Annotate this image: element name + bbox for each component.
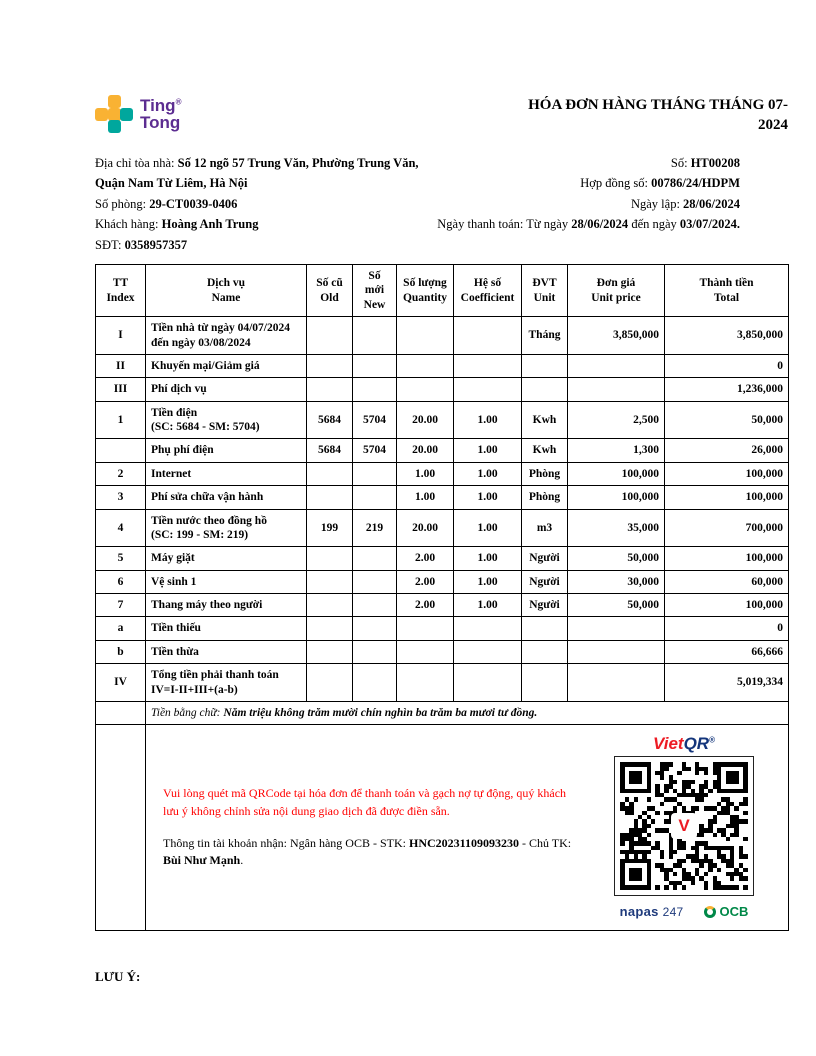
cell-unit: [522, 664, 568, 702]
table-row: [96, 486, 789, 509]
cell-total: 5,019,334: [665, 664, 789, 702]
note-label: LƯU Ý:: [95, 968, 141, 984]
cell-coef: [454, 640, 522, 663]
cell-total: 3,850,000: [665, 317, 789, 355]
cell-new: [353, 617, 397, 640]
cell-total: 100,000: [665, 594, 789, 617]
cell-unit: [522, 617, 568, 640]
cell-price: 2,500: [568, 401, 665, 439]
cell-tt: 2: [96, 462, 146, 485]
building-address-line1: Địa chỉ tòa nhà: Số 12 ngõ 57 Trung Văn, Phường Trung Văn,: [95, 155, 419, 170]
cell-unit: Kwh: [522, 439, 568, 462]
cell-total: 60,000: [665, 570, 789, 593]
cell-old: 5684: [307, 439, 353, 462]
cell-qty: [397, 617, 454, 640]
cell-tt: a: [96, 617, 146, 640]
cell-old: 5684: [307, 401, 353, 439]
invoice-table: [95, 264, 789, 931]
cell-old: [307, 664, 353, 702]
page-header: [95, 95, 788, 136]
cell-coef: 1.00: [454, 486, 522, 509]
cell-new: [353, 378, 397, 401]
table-row: [96, 439, 789, 462]
cell-old: [307, 547, 353, 570]
cell-total: 0: [665, 354, 789, 377]
cell-name: Tiền nước theo đồng hồ (SC: 199 - SM: 219): [146, 509, 307, 547]
cell-total: 1,236,000: [665, 378, 789, 401]
cell-qty: 2.00: [397, 570, 454, 593]
table-row: [96, 617, 789, 640]
cell-coef: 1.00: [454, 509, 522, 547]
cell-coef: 1.00: [454, 547, 522, 570]
cell-tt: III: [96, 378, 146, 401]
cell-qty: 20.00: [397, 509, 454, 547]
cell-new: [353, 486, 397, 509]
cell-total: 700,000: [665, 509, 789, 547]
cell-name: Khuyến mại/Giảm giá: [146, 354, 307, 377]
cell-old: [307, 378, 353, 401]
cell-name: Tiền điện (SC: 5684 - SM: 5704): [146, 401, 307, 439]
cell-tt: I: [96, 317, 146, 355]
cell-name: Phụ phí điện: [146, 439, 307, 462]
cell-total: 0: [665, 617, 789, 640]
cell-new: 5704: [353, 401, 397, 439]
col-header-unit-price: Đơn giá Unit price: [568, 265, 665, 317]
invoice-table-body: [96, 317, 789, 702]
cell-tt: IV: [96, 664, 146, 702]
cell-total: 26,000: [665, 439, 789, 462]
cell-tt: 5: [96, 547, 146, 570]
amount-in-words: Tiền bằng chữ: Năm triệu không trăm mười chín nghìn ba trăm ba mươi tư đồng.: [146, 701, 789, 724]
cell-coef: 1.00: [454, 439, 522, 462]
table-row: [96, 664, 789, 702]
table-row: [96, 354, 789, 377]
cell-qty: 20.00: [397, 401, 454, 439]
table-row: [96, 401, 789, 439]
cell-price: 50,000: [568, 547, 665, 570]
col-header-quantity: Số lượng Quantity: [397, 265, 454, 317]
cell-price: [568, 617, 665, 640]
cell-old: [307, 617, 353, 640]
cell-name: Tiền thiếu: [146, 617, 307, 640]
cell-tt: [96, 439, 146, 462]
col-header-new: Số mới New: [353, 265, 397, 317]
cell-tt: 7: [96, 594, 146, 617]
cell-tt: 6: [96, 570, 146, 593]
cell-name: Vệ sinh 1: [146, 570, 307, 593]
cell-coef: 1.00: [454, 401, 522, 439]
cell-tt: 4: [96, 509, 146, 547]
cell-qty: 1.00: [397, 486, 454, 509]
cell-unit: Người: [522, 570, 568, 593]
cell-coef: [454, 617, 522, 640]
cell-coef: 1.00: [454, 594, 522, 617]
cell-name: Phí sửa chữa vận hành: [146, 486, 307, 509]
table-row: [96, 640, 789, 663]
col-header-tt: TT Index: [96, 265, 146, 317]
cell-unit: [522, 640, 568, 663]
col-header-coefficient: Hệ số Coefficient: [454, 265, 522, 317]
cell-unit: [522, 378, 568, 401]
cell-price: 35,000: [568, 509, 665, 547]
cell-name: Thang máy theo người: [146, 594, 307, 617]
ocb-mark-icon: [704, 906, 716, 918]
invoice-info: [95, 156, 788, 259]
cell-qty: [397, 378, 454, 401]
table-row: [96, 378, 789, 401]
qr-panel: [585, 729, 783, 926]
cell-new: [353, 354, 397, 377]
tingtong-plus-icon: [95, 95, 133, 133]
cell-total: 100,000: [665, 486, 789, 509]
room-number: Số phòng: 29-CT0039-0406: [95, 196, 238, 211]
cell-tt: 3: [96, 486, 146, 509]
cell-coef: [454, 354, 522, 377]
invoice-title: HÓA ĐƠN HÀNG THÁNG THÁNG 07- 2024: [528, 97, 788, 134]
payment-notice: Vui lòng quét mã QRCode tại hóa đơn để thanh toán và gạch nợ tự động, quý khách lưu ý không chỉnh sửa nội dung giao dịch đã được điền sẵn.: [163, 786, 567, 818]
cell-unit: m3: [522, 509, 568, 547]
cell-coef: [454, 317, 522, 355]
cell-coef: [454, 664, 522, 702]
cell-old: 199: [307, 509, 353, 547]
cell-old: [307, 594, 353, 617]
cell-old: [307, 486, 353, 509]
cell-old: [307, 317, 353, 355]
table-row: [96, 462, 789, 485]
payment-period: Ngày thanh toán: Từ ngày 28/06/2024 đến ngày 03/07/2024.: [437, 217, 740, 231]
cell-qty: 2.00: [397, 594, 454, 617]
cell-price: [568, 354, 665, 377]
table-header-row: [96, 265, 789, 317]
cell-qty: [397, 354, 454, 377]
cell-old: [307, 462, 353, 485]
cell-new: [353, 570, 397, 593]
cell-price: [568, 640, 665, 663]
cell-unit: Phòng: [522, 462, 568, 485]
cell-name: Tiền thừa: [146, 640, 307, 663]
cell-name: Phí dịch vụ: [146, 378, 307, 401]
cell-price: [568, 664, 665, 702]
invoice-number: Số: HT00208: [670, 155, 740, 170]
cell-old: [307, 354, 353, 377]
cell-new: [353, 640, 397, 663]
cell-new: [353, 462, 397, 485]
table-row: [96, 509, 789, 547]
payment-account-info: Thông tin tài khoản nhận: Ngân hàng OCB - STK: HNC20231109093230 - Chủ TK: Bùi Như Mạnh.: [163, 836, 572, 868]
cell-unit: Người: [522, 547, 568, 570]
table-row: [96, 570, 789, 593]
cell-unit: Kwh: [522, 401, 568, 439]
payment-row: [96, 725, 789, 931]
col-header-service: Dịch vụ Name: [146, 265, 307, 317]
cell-price: 50,000: [568, 594, 665, 617]
cell-old: [307, 640, 353, 663]
tingtong-logo-text: Ting® Tong: [140, 95, 182, 132]
ocb-logo: OCB: [704, 904, 749, 920]
customer-phone: SĐT: 0358957357: [95, 237, 188, 252]
cell-name: Máy giặt: [146, 547, 307, 570]
cell-name: Tổng tiền phải thanh toán IV=I-II+III+(a-b): [146, 664, 307, 702]
cell-qty: 1.00: [397, 462, 454, 485]
cell-tt: 1: [96, 401, 146, 439]
cell-coef: 1.00: [454, 570, 522, 593]
cell-price: 3,850,000: [568, 317, 665, 355]
issue-date: Ngày lập: 28/06/2024: [630, 196, 740, 211]
cell-qty: [397, 317, 454, 355]
cell-unit: [522, 354, 568, 377]
cell-unit: Phòng: [522, 486, 568, 509]
vietqr-center-mark-icon: V: [671, 813, 697, 839]
cell-new: [353, 664, 397, 702]
cell-total: 66,666: [665, 640, 789, 663]
cell-qty: 20.00: [397, 439, 454, 462]
cell-name: Tiền nhà từ ngày 04/07/2024 đến ngày 03/08/2024: [146, 317, 307, 355]
cell-price: 100,000: [568, 486, 665, 509]
cell-price: 1,300: [568, 439, 665, 462]
qr-code: [614, 756, 753, 895]
cell-total: 100,000: [665, 547, 789, 570]
vietqr-logo: VietQR®: [653, 734, 715, 754]
cell-price: [568, 378, 665, 401]
cell-new: 219: [353, 509, 397, 547]
cell-total: 50,000: [665, 401, 789, 439]
napas-logo: napas 247: [619, 903, 684, 919]
cell-total: 100,000: [665, 462, 789, 485]
amount-in-words-row: [96, 701, 789, 724]
tingtong-logo: [95, 95, 181, 133]
cell-unit: Người: [522, 594, 568, 617]
col-header-unit: ĐVT Unit: [522, 265, 568, 317]
cell-new: [353, 547, 397, 570]
cell-new: [353, 317, 397, 355]
table-row: [96, 594, 789, 617]
cell-unit: Tháng: [522, 317, 568, 355]
col-header-old: Số cũ Old: [307, 265, 353, 317]
cell-old: [307, 570, 353, 593]
cell-name: Internet: [146, 462, 307, 485]
table-row: [96, 547, 789, 570]
cell-price: 30,000: [568, 570, 665, 593]
cell-tt: b: [96, 640, 146, 663]
table-row: [96, 317, 789, 355]
cell-qty: [397, 664, 454, 702]
cell-new: [353, 594, 397, 617]
contract-number: Hợp đồng số: 00786/24/HDPM: [580, 176, 740, 190]
col-header-total: Thành tiền Total: [665, 265, 789, 317]
customer-name: Khách hàng: Hoàng Anh Trung: [95, 217, 259, 231]
cell-tt: II: [96, 354, 146, 377]
cell-coef: 1.00: [454, 462, 522, 485]
cell-qty: 2.00: [397, 547, 454, 570]
cell-price: 100,000: [568, 462, 665, 485]
cell-qty: [397, 640, 454, 663]
cell-coef: [454, 378, 522, 401]
building-address-line2: Quận Nam Từ Liêm, Hà Nội: [95, 176, 248, 190]
cell-new: 5704: [353, 439, 397, 462]
